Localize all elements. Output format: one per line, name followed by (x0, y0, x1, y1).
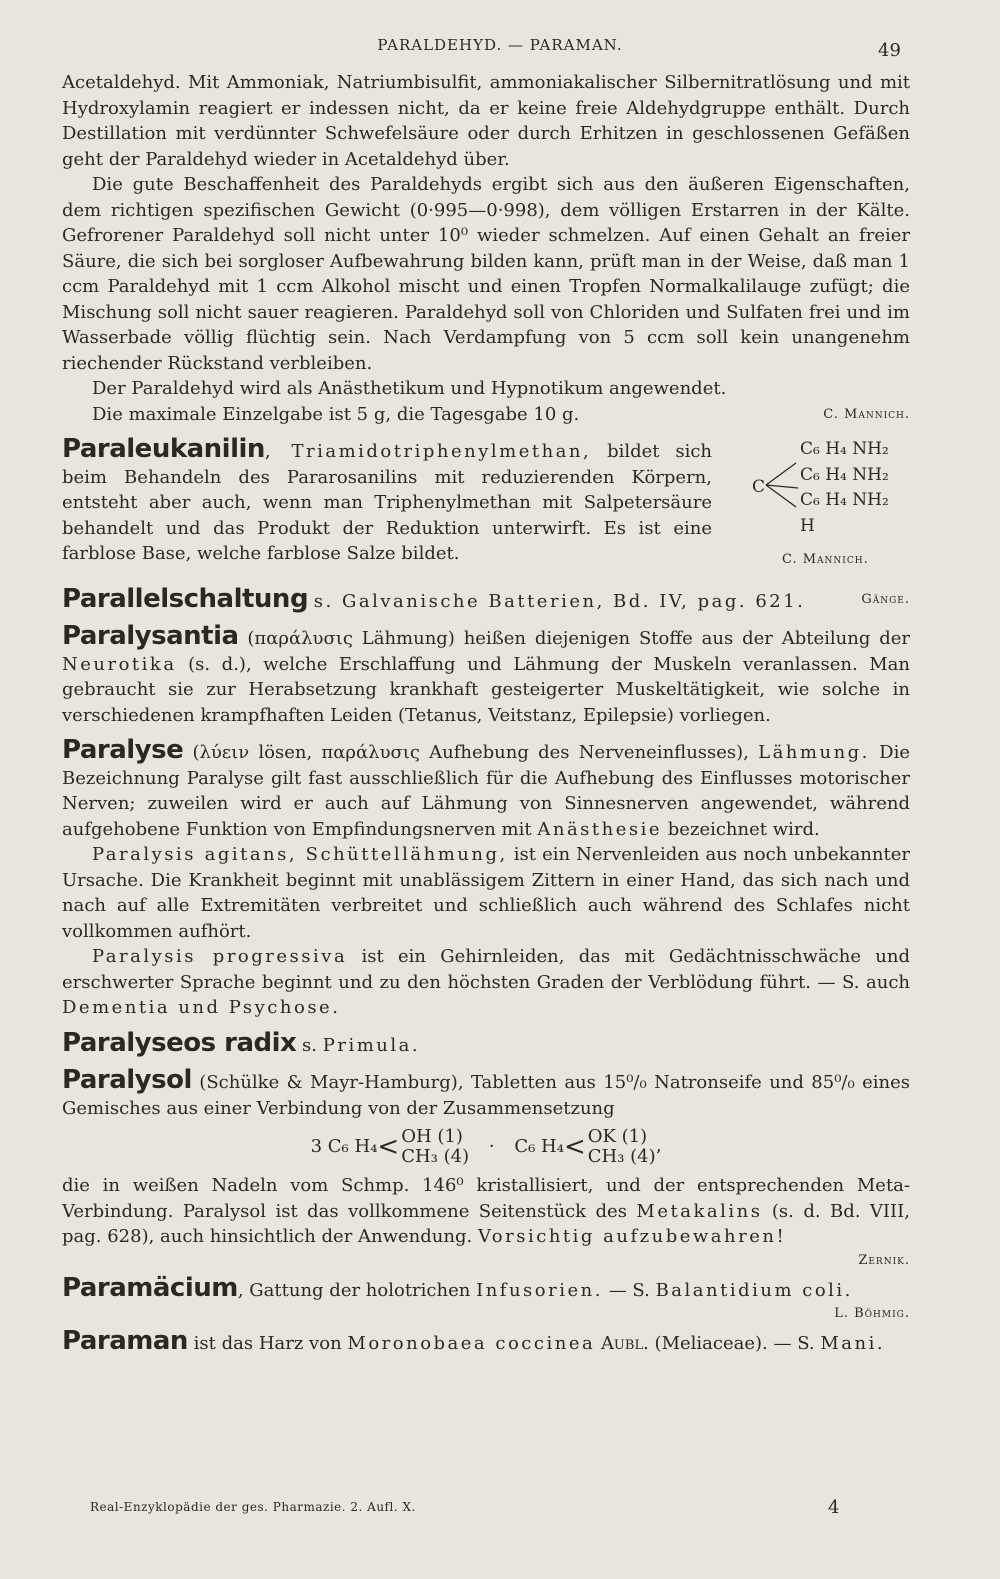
formula-dot: · (488, 1136, 495, 1157)
spaced-term: Infusorien. (476, 1279, 603, 1301)
paraldehyd-paragraph-4 (62, 402, 910, 428)
headword: Paramäcium (62, 1272, 238, 1303)
formula-row: H (800, 515, 815, 536)
entry-paralyse (62, 735, 910, 1021)
formula-part: 3 C₆ H₄ (310, 1136, 378, 1157)
formula-part: C₆ H₄ (514, 1136, 564, 1157)
entry-text: bezeichnet wird. (667, 818, 820, 840)
entry-text: ist ein Gehirnleiden, das mit Gedächtnisschwäche und erschwerter Sprache beginnt und zu den höchsten Graden der Verblödung führt. — S. auch (62, 946, 910, 993)
formula-part: CH₃ (4)’ (587, 1146, 662, 1167)
entry-text: ist ein Nervenleiden aus noch unbekannter Ursache. Die Krankheit beginnt mit unablässigem Zittern in einer Hand, das sich nach und nach auf alle Extremitäten verbreitet und schließlich auch während des Schlafes nicht vollkommen aufhört. (62, 844, 910, 942)
author-signature: C. Mannich. (823, 406, 910, 422)
entry-paramaecium (62, 1272, 910, 1326)
entry-paraman (62, 1326, 910, 1357)
spaced-term: Vorsichtig aufzubewahren! (477, 1226, 787, 1247)
headword: Paralyse (62, 735, 184, 765)
lead-text: , Triamidotriphenylmethan, (264, 441, 592, 462)
bracket-glyph: < (563, 1132, 586, 1162)
article-body (62, 70, 910, 1357)
entry-text: (Meliaceae). — (654, 1333, 792, 1354)
entry-text: , Gattung der holotrichen (237, 1279, 471, 1301)
entry-text: heißen diejenigen Stoffe aus der Abteilung der (463, 628, 910, 649)
author-signature: Zernik. (858, 1252, 910, 1268)
cross-reference: Mani. (820, 1333, 886, 1354)
headword: Paraleukanilin (62, 434, 265, 464)
headword: Paralysol (62, 1065, 192, 1095)
dosage-text: Die maximale Einzelgabe ist 5 g, die Tagesgabe 10 g. (92, 403, 580, 425)
headword: Paraman (62, 1326, 188, 1356)
entry-paraleukanilin (62, 434, 910, 567)
taxon-author: Aubl. (600, 1333, 649, 1354)
running-head: PARALDEHYD. — PARAMAN. (377, 36, 623, 54)
headword: Parallelschaltung (62, 583, 309, 614)
entry-text: die in weißen Nadeln vom Schmp. 146⁰ kristallisiert, und der entsprechenden Meta-Verbindung. Paralysol ist das vollkommene Seitenstück des (62, 1175, 910, 1222)
entry-text: bildet sich beim Behandeln des Pararosanilins mit reduzierenden Körpern, entsteht aber auch, wenn man Triphenylmethan mit Salpetersäure behandelt und das Produkt der Reduktion unterwirft. Es ist eine farblose Base, welche farblose Salze bildet. (62, 441, 712, 564)
formula-stack (401, 1127, 469, 1167)
entry-paralyseos-radix (62, 1027, 910, 1059)
cross-reference: Dementia und Psychose. (62, 997, 341, 1018)
formula-stack (588, 1127, 662, 1167)
greek-etymology: (λύειν lösen, παράλυσις Aufhebung des Nerveneinflusses), (192, 742, 749, 763)
formula-part: OK (1) (587, 1126, 648, 1147)
spaced-term: Moronobaea coccinea (347, 1333, 596, 1354)
entry-text: (s. d. Bd. VIII, pag. 628), auch hinsichtlich der Anwendung. (62, 1200, 910, 1247)
formula-center-atom: C (752, 475, 765, 501)
spaced-term: Paralysis progressiva (92, 946, 348, 967)
paraldehyd-paragraph-3: Der Paraldehyd wird als Anästhetikum und Hypnotikum angewendet. (92, 378, 727, 399)
spaced-term: Metakalins (636, 1200, 763, 1222)
cross-reference: Balantidium coli. (655, 1279, 853, 1301)
entry-text: s. Galvanische Batterien, Bd. IV, pag. 621. (313, 590, 806, 612)
entry-text: s. (302, 1034, 317, 1056)
entry-text: ist das Harz von (193, 1333, 342, 1354)
sheet-signature: 4 (828, 1497, 840, 1518)
spaced-term: Paralysis agitans, Schüttellähmung, (92, 844, 508, 865)
formula-row: C₆ H₄ NH₂ (800, 464, 889, 485)
entry-text: — S. (608, 1279, 650, 1301)
footer-source: Real-Enzyklopädie der ges. Pharmazie. 2. Aufl. X. (90, 1500, 416, 1514)
author-signature: L. Böhmig. (834, 1306, 910, 1321)
bracket-glyph: < (377, 1132, 400, 1162)
paraldehyd-paragraph-2: Die gute Beschaffenheit des Paraldehyds ergibt sich aus den äußeren Eigenschaften, dem richtigen spezifischen Gewicht (0·995—0·998), dem völligen Erstarren in der Kälte. Gefrorener Paraldehyd soll nicht unter 10⁰ wieder schmelzen. Auf einen Gehalt an freier Säure, die sich bei sorgloser Aufbewahrung bilden kann, prüft man in der Weise, daß man 1 ccm Paraldehyd mit 1 ccm Alkohol mischt und einen Tropfen Normalkalilauge zufügt; die Mischung soll nicht sauer reagieren. Paraldehyd soll von Chloriden und Sulfaten frei und im Wasserbade völlig flüchtig sein. Nach Verdampfung von 5 ccm soll kein unangenehm riechender Rückstand verbleiben. (62, 174, 910, 374)
entry-paralysol (62, 1065, 910, 1272)
headword: Paralysantia (62, 621, 239, 651)
entry-text: (s. d.), welche Erschlaffung und Lähmung der Muskeln veranlassen. Man gebraucht sie zur Herabsetzung krankhaft gesteigerter Muskeltätigkeit, wie solche in verschiedenen krampfhaften Leiden (Tetanus, Veitstanz, Epilepsie) vorliegen. (62, 653, 910, 726)
author-signature: C. Mannich. (782, 552, 869, 567)
page-number: 49 (878, 40, 901, 61)
formula-part: OH (1) (401, 1126, 463, 1147)
headword: Paralyseos radix (62, 1027, 297, 1058)
author-signature: Gänge. (861, 591, 910, 607)
entry-parallelschaltung (62, 583, 910, 615)
chemical-formula (62, 1127, 910, 1167)
paralysis-progressiva-paragraph (62, 944, 910, 1021)
spaced-term: Anästhesie (537, 818, 663, 840)
entry-text: S. (797, 1333, 815, 1354)
spaced-term: Lähmung. (758, 742, 870, 763)
spaced-term: Neurotika (62, 653, 177, 675)
entry-paralysantia (62, 621, 910, 728)
paraldehyd-paragraph-1: Acetaldehyd. Mit Ammoniak, Natriumbisulfit, ammoniakalischer Silbernitratlösung und mit Hydroxylamin reagiert er indessen nicht, da er keine freie Aldehydgruppe enthält. Durch Destillation mit verdünnter Schwefelsäure oder durch Erhitzen in geschlossenen Gefäßen geht der Paraldehyd wieder in Acetaldehyd über. (62, 72, 910, 170)
greek-etymology: (παράλυσις Lähmung) (247, 628, 455, 649)
paralysis-agitans-paragraph (62, 842, 910, 944)
bond-lines-graphic (762, 455, 802, 515)
formula-row: C₆ H₄ NH₂ (800, 490, 889, 510)
formula-row: C₆ H₄ NH₂ (800, 439, 889, 459)
entry-text: (Schülke & Mayr-Hamburg), Tabletten aus 15⁰/₀ Natronseife und 85⁰/₀ eines Gemisches aus einer Verbindung von der Zusammensetzung (62, 1072, 910, 1119)
cross-reference: Primula. (322, 1034, 421, 1056)
formula-part: CH₃ (4) (401, 1146, 470, 1167)
entry-text: Die Bezeichnung Paralyse gilt fast ausschließlich für die Aufhebung des Einflusses motorischer Nerven; zuweilen wird er auch auf Lähmung von Sinnesnerven angewendet, während aufgehobene Funktion von Empfindungsnerven mit (62, 742, 910, 840)
